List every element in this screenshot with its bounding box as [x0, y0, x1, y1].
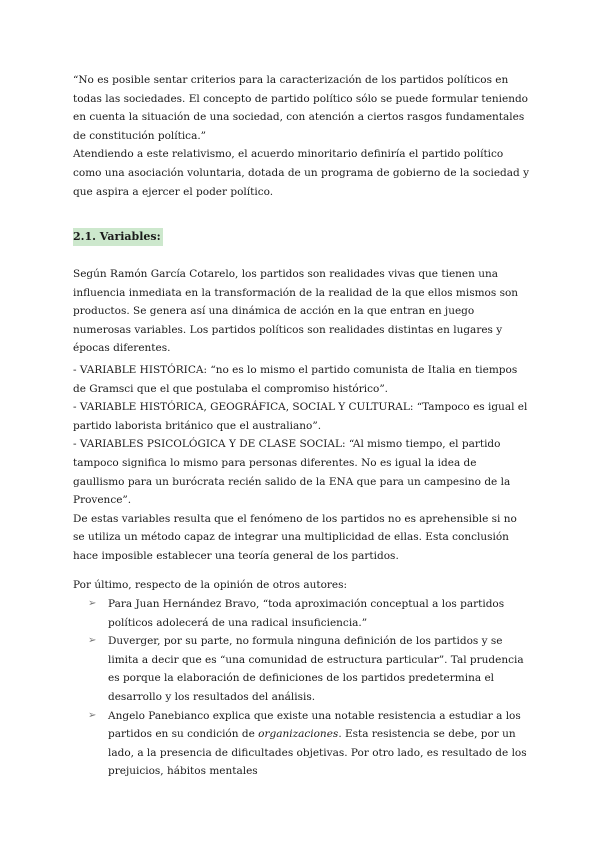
section-intro: Según Ramón García Cotarelo, los partidos son realidades vivas que tienen una influencia inmediata en la transformación de la realidad de la que ellos mismos son productos. Se genera así una dinámica de acción en la que entran en juego numerosas variables. Los partidos políticos son realidades distintas en lugares y épocas diferentes. — [73, 268, 519, 355]
authors-intro-block — [73, 576, 529, 595]
intro-block — [73, 71, 529, 201]
authors-list — [88, 595, 528, 781]
authors-intro: Por último, respecto de la opinión de otros autores: — [73, 579, 348, 591]
variable-geografica: - VARIABLE HISTÓRICA, GEOGRÁFICA, SOCIAL Y CULTURAL: “Tampoco es igual el partido laborista británico que el australiano”. — [73, 401, 528, 432]
variables-conclusion: De estas variables resulta que el fenómeno de los partidos no es aprehensible si no se utiliza un método capaz de integrar una multiplicidad de ellas. Esta conclusión hace imposible establecer una teoría general de los partidos. — [73, 512, 517, 562]
author-panebianco-italic: organizaciones — [258, 728, 339, 741]
arrow-bullet-icon: ➢ — [88, 709, 97, 721]
section-intro-block — [73, 265, 529, 358]
arrow-bullet-icon: ➢ — [88, 598, 97, 609]
intro-paragraph: Atendiendo a este relativismo, el acuerdo minoritario definiría el partido político como una asociación voluntaria, dotada de un programa de gobierno de la sociedad y que aspira a ejercer el poder político. — [73, 148, 530, 198]
author-panebianco-text-before: Angelo Panebianco explica que existe una notable resistencia a estudiar a los partidos en su condición de — [108, 709, 521, 741]
list-item — [88, 632, 528, 706]
list-item — [88, 595, 528, 632]
arrow-bullet-icon: ➢ — [88, 635, 97, 647]
variable-psicologica: - VARIABLES PSICOLÓGICA Y DE CLASE SOCIAL: “Al mismo tiempo, el partido tampoco significa lo mismo para personas diferentes. No es igual la idea de gaullismo para un burócrata recién salido de la ENA que para un campesino de la Provence”. — [73, 438, 511, 507]
author-panebianco-text-after: . Esta resistencia se debe, por un lado, a la presencia de dificultades objetivas. Por otro lado, es resultado de los prejuicios, hábitos mentales — [108, 728, 527, 778]
variables-block — [73, 361, 529, 566]
author-hernandez-text: Para Juan Hernández Bravo, “toda aproximación conceptual a los partidos políticos adolecerá de una radical insuficiencia.” — [108, 598, 505, 629]
list-item — [88, 707, 528, 781]
variable-historica: - VARIABLE HISTÓRICA: “no es lo mismo el partido comunista de Italia en tiempos de Gramsci que el que postulaba el compromiso histórico”. — [73, 364, 518, 395]
author-duverger-text: Duverger, por su parte, no formula ninguna definición de los partidos y se limita a decir que es “una comunidad de estructura particular”. Tal prudencia es porque la elaboración de definiciones de los partidos predetermina el desarrollo y los resultados del análisis. — [108, 635, 524, 703]
section-heading: 2.1. Variables: — [73, 228, 163, 246]
intro-quote: “No es posible sentar criterios para la caracterización de los partidos políticos en todas las sociedades. El concepto de partido político sólo se puede formular teniendo en cuenta la situación de una sociedad, con atención a ciertos rasgos fundamentales de constitución política.” — [73, 74, 528, 142]
